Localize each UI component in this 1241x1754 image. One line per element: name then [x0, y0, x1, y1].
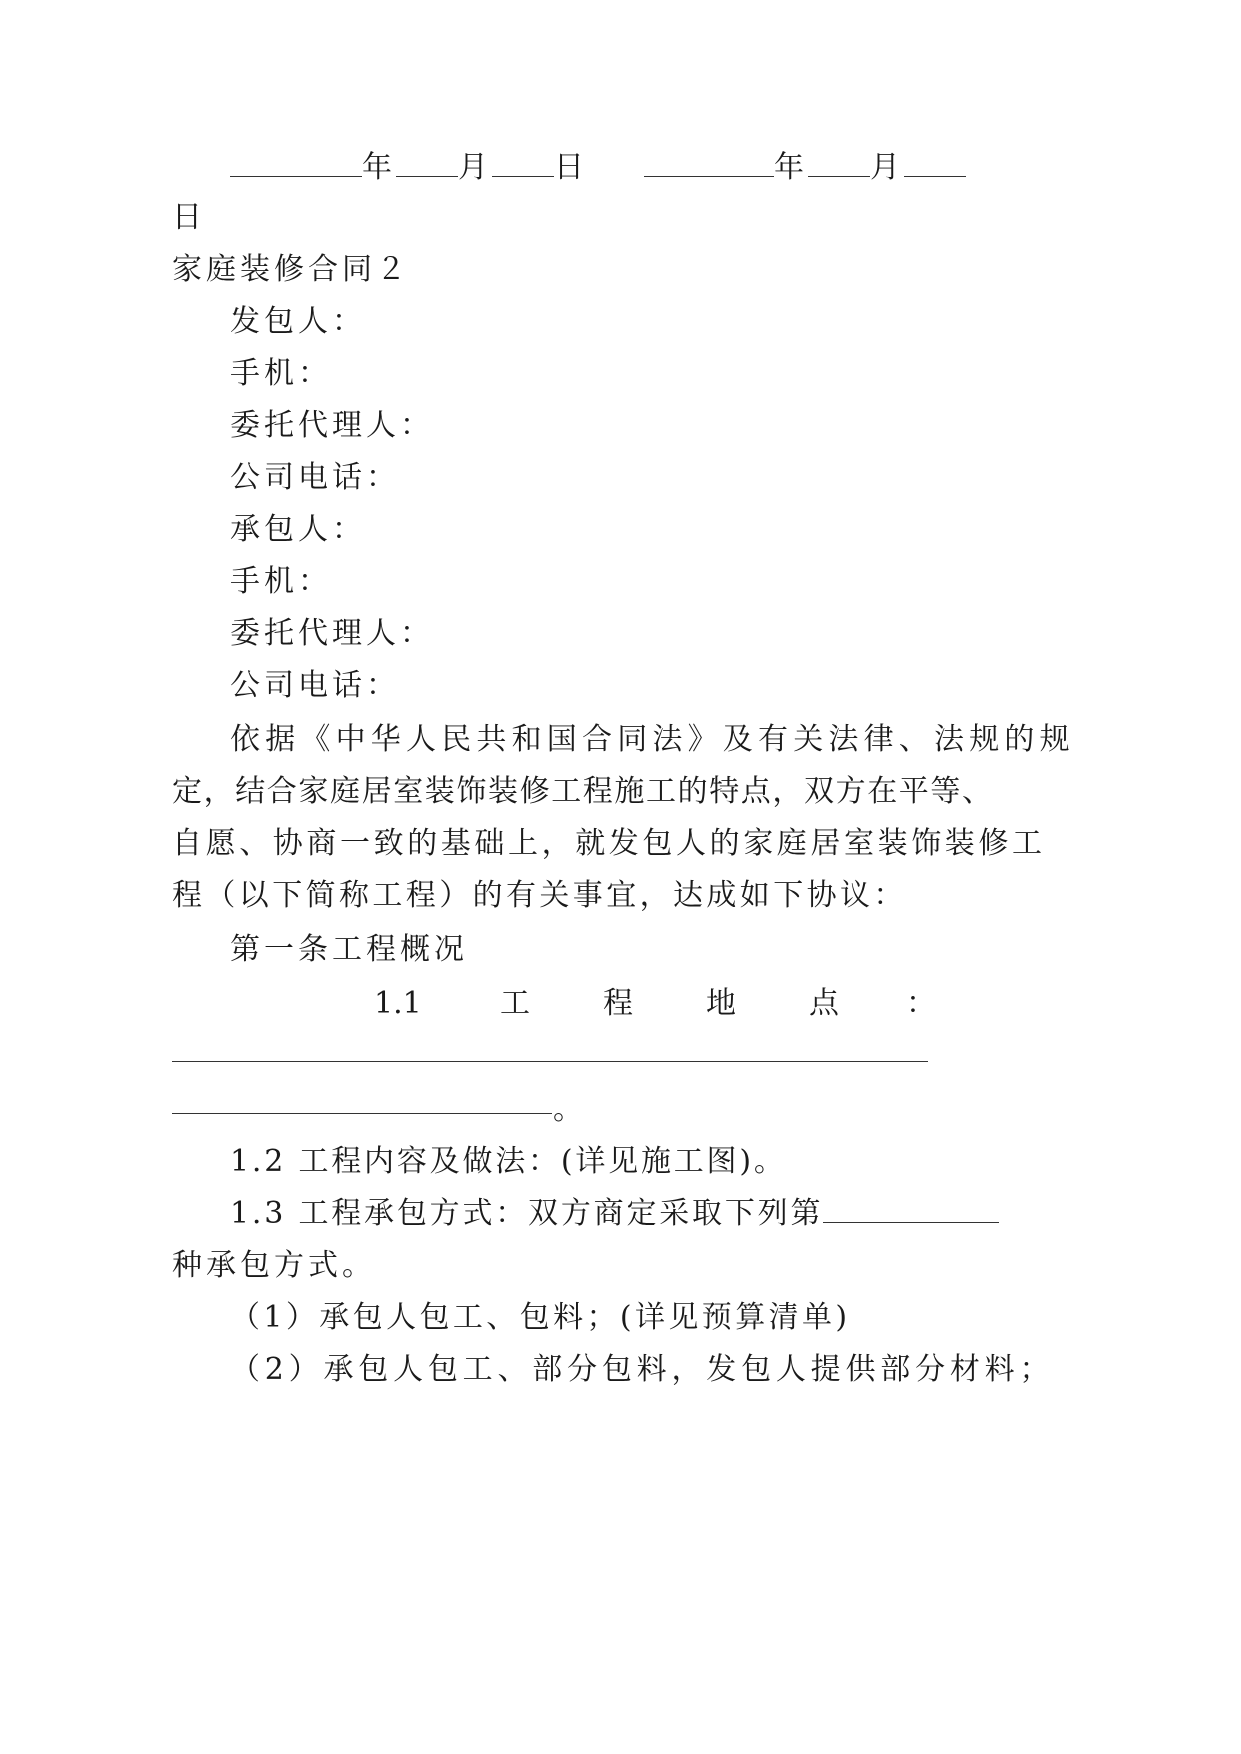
- employer-phone-label: 手机：: [230, 356, 332, 391]
- contractor-company-phone-label: 公司电话：: [230, 668, 400, 703]
- month-blank-1: [396, 150, 458, 177]
- signature-day-wrap: 日: [172, 200, 206, 235]
- intro-line-1: 依据《中华人民共和国合同法》及有关法律、法规的规: [230, 722, 1075, 757]
- year-label-2: 年: [774, 150, 808, 185]
- month-blank-2: [808, 150, 870, 177]
- year-blank-1: [230, 150, 362, 177]
- location-number: 1.1: [374, 986, 422, 1021]
- intro-line-2: 定，结合家庭居室装饰装修工程施工的特点，双方在平等、: [172, 774, 994, 809]
- employer-company-phone-label: 公司电话：: [230, 460, 400, 495]
- option-1: （1）承包人包工、包料；(详见预算清单): [230, 1300, 851, 1335]
- intro-line-3: 自愿、协商一致的基础上，就发包人的家庭居室装饰装修工: [172, 826, 1046, 861]
- month-label-1: 月: [458, 150, 492, 185]
- contractor-agent-label: 委托代理人：: [230, 616, 434, 651]
- day-blank-1: [492, 150, 554, 177]
- document-title: 家庭装修合同２: [172, 252, 410, 287]
- year-blank-2: [644, 150, 774, 177]
- method-blank: [823, 1196, 999, 1223]
- contractor-label: 承包人：: [230, 512, 366, 547]
- option-2: （2）承包人包工、部分包料，发包人提供部分材料；: [230, 1352, 1055, 1387]
- day-label-1: 日: [554, 150, 588, 185]
- method-text: 1.3 工程承包方式：双方商定采取下列第: [230, 1196, 824, 1231]
- location-colon: ：: [906, 986, 936, 1021]
- month-label-2: 月: [870, 150, 904, 185]
- location-char-1: 工: [500, 986, 530, 1021]
- method-line-1: [230, 1194, 999, 1234]
- location-char-3: 地: [706, 986, 736, 1021]
- location-char-4: 点: [809, 986, 839, 1021]
- location-char-2: 程: [603, 986, 633, 1021]
- signature-date-line: [230, 148, 966, 188]
- article1-content: 1.2 工程内容及做法：(详见施工图)。: [230, 1144, 787, 1179]
- contractor-phone-label: 手机：: [230, 564, 332, 599]
- location-blank-2: [172, 1113, 552, 1114]
- method-line-2: 种承包方式。: [172, 1248, 376, 1283]
- year-label-1: 年: [362, 150, 396, 185]
- location-line: [0, 984, 1241, 1024]
- employer-label: 发包人：: [230, 304, 366, 339]
- location-end-mark: 。: [553, 1092, 587, 1127]
- location-blank-1: [172, 1061, 928, 1062]
- article1-heading: 第一条工程概况: [230, 932, 468, 967]
- day-blank-2: [904, 150, 966, 177]
- intro-line-4: 程（以下简称工程）的有关事宜，达成如下协议：: [172, 878, 907, 913]
- employer-agent-label: 委托代理人：: [230, 408, 434, 443]
